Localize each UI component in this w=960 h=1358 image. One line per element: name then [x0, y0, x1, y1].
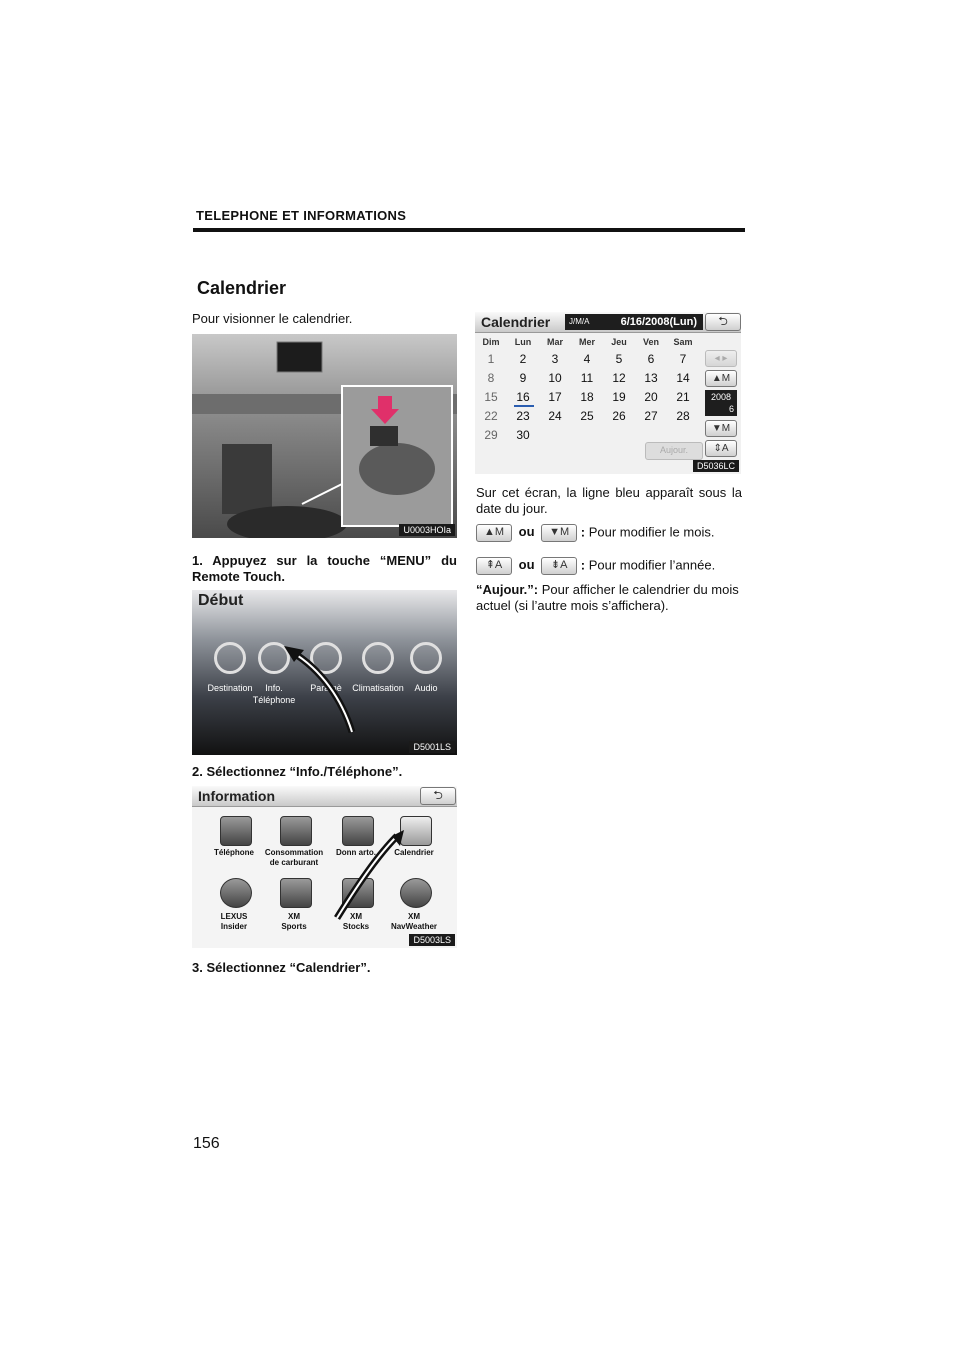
- legend-or: ou: [518, 524, 535, 540]
- calendar-day: 3: [551, 352, 559, 366]
- menu-title: Début: [198, 592, 244, 609]
- legend-year: [476, 557, 746, 575]
- arrow-icon: [192, 590, 457, 755]
- dashboard-illustration: [192, 334, 457, 538]
- today-button: Aujour.: [645, 442, 703, 460]
- step-number: 3.: [192, 960, 203, 975]
- calendar-day: 28: [676, 409, 690, 423]
- back-button[interactable]: ⮌: [420, 787, 456, 805]
- back-button[interactable]: ⮌: [705, 313, 741, 331]
- calendar-day: 17: [548, 390, 562, 404]
- month-value: 6: [728, 404, 734, 414]
- aujour-description: [476, 582, 742, 614]
- aujour-text: Pour afficher le calendrier du mois actuel (si l’autre mois s’affichera).: [476, 582, 739, 613]
- current-date: 6/16/2008(Lun): [620, 316, 697, 328]
- calendar-day: 8: [487, 371, 495, 385]
- legend-colon: :: [580, 524, 586, 540]
- date-format: J/M/A: [569, 317, 590, 326]
- legend-text: Pour modifier l’année.: [588, 557, 716, 573]
- year-down-button-sample: ⇟A: [541, 557, 577, 575]
- month-down-button[interactable]: ▼M: [705, 420, 737, 437]
- calendar-day: 4: [583, 352, 591, 366]
- calendar-day: 29: [484, 428, 498, 442]
- calendar-day: 1: [487, 352, 495, 366]
- weekday-header: Jeu: [611, 337, 627, 347]
- running-header: TELEPHONE ET INFORMATIONS: [196, 208, 407, 223]
- year-button[interactable]: ⇕A: [705, 440, 737, 457]
- disabled-nav-button: ◂ ▸: [705, 350, 737, 367]
- calendar-day: 21: [676, 390, 690, 404]
- figure-code: D5036LC: [693, 460, 739, 472]
- calendar-day: 13: [644, 371, 658, 385]
- header-rule: [193, 228, 745, 232]
- section-title: Calendrier: [197, 278, 287, 298]
- step-number: 1.: [192, 553, 203, 568]
- legend-or: ou: [518, 557, 535, 573]
- calendar-title: Calendrier: [481, 314, 551, 330]
- menu-item-info[interactable]: Info.: [265, 683, 283, 693]
- calendar-title-bar: [475, 312, 741, 333]
- calendar-day: 5: [615, 352, 623, 366]
- info-item-telephone[interactable]: Téléphone: [213, 848, 254, 857]
- step-2: [192, 764, 457, 780]
- figure-code: U0003HOIa: [399, 524, 455, 536]
- calendar-day: 30: [516, 428, 530, 442]
- legend-month: [476, 524, 746, 542]
- weekday-header: Ven: [642, 337, 659, 347]
- calendar-day: 14: [676, 371, 690, 385]
- menu-item-climate[interactable]: Climatisation: [352, 683, 404, 693]
- info-item-stocks[interactable]: XM Stocks: [342, 912, 370, 931]
- step-number: 2.: [192, 764, 203, 779]
- year-month-display: [705, 390, 737, 416]
- weekday-header: Sam: [673, 337, 693, 347]
- calendar-day: 19: [612, 390, 626, 404]
- aujour-label: “Aujour.”:: [476, 582, 539, 597]
- weekday-header: Lun: [514, 337, 532, 347]
- description-text: Sur cet écran, la ligne bleu apparaît sous la date du jour.: [476, 485, 742, 516]
- calendar-day: 12: [612, 371, 626, 385]
- calendar-day: 2: [519, 352, 527, 366]
- intro-text: Pour visionner le calendrier.: [192, 311, 353, 326]
- year-up-button-sample: ⇞A: [476, 557, 512, 575]
- info-item-calendar[interactable]: Calendrier: [394, 848, 434, 857]
- figure-code: D5001LS: [409, 741, 455, 753]
- calendar-day: 26: [612, 409, 626, 423]
- month-up-button-sample: ▲M: [476, 524, 512, 542]
- legend-text: Pour modifier le mois.: [588, 524, 715, 540]
- info-screen: [192, 786, 457, 948]
- month-down-button-sample: ▼M: [541, 524, 577, 542]
- step-3: [192, 960, 457, 976]
- calendar-screen: [475, 312, 741, 474]
- info-title: Information: [198, 788, 275, 804]
- step-1: [192, 553, 457, 585]
- info-item-fuel[interactable]: Consommation de carburant: [264, 848, 324, 867]
- menu-item-telephone[interactable]: Téléphone: [252, 695, 296, 705]
- step-text: Sélectionnez “Calendrier”.: [206, 960, 371, 975]
- menu-item-settings[interactable]: Paramè: [310, 683, 342, 693]
- calendar-day: 16: [516, 390, 530, 404]
- step-text: Appuyez sur la touche “MENU” du Remote Touch.: [192, 553, 457, 584]
- calendar-day: 18: [580, 390, 594, 404]
- calendar-day: 6: [647, 352, 655, 366]
- arrow-icon: [192, 786, 457, 948]
- page-number: 156: [193, 1135, 220, 1152]
- info-item-lexus[interactable]: LEXUS Insider: [220, 912, 248, 931]
- calendar-day: 24: [548, 409, 562, 423]
- calendar-date-display: [565, 314, 703, 330]
- calendar-day: 10: [548, 371, 562, 385]
- menu-item-destination[interactable]: Destination: [207, 683, 253, 693]
- dashboard-photo: [192, 334, 457, 538]
- info-item-navweather[interactable]: XM NavWeather: [390, 912, 438, 931]
- weekday-header: Mer: [578, 337, 595, 347]
- calendar-day: 7: [679, 352, 687, 366]
- calendar-day: 11: [580, 371, 594, 385]
- menu-screen: [192, 590, 457, 755]
- calendar-day: 15: [484, 390, 498, 404]
- weekday-header: Dim: [482, 337, 500, 347]
- info-item-map-data[interactable]: Donn arto.: [336, 848, 376, 857]
- weekday-header: Mar: [546, 337, 563, 347]
- calendar-day: 25: [580, 409, 594, 423]
- menu-item-audio[interactable]: Audio: [414, 683, 438, 693]
- step-text: Sélectionnez “Info./Téléphone”.: [206, 764, 403, 779]
- year-value: 2008: [710, 392, 732, 402]
- info-item-sports[interactable]: XM Sports: [281, 912, 307, 931]
- figure-code: D5003LS: [409, 934, 455, 946]
- calendar-day: 22: [484, 409, 498, 423]
- calendar-day: 23: [516, 409, 530, 423]
- month-up-button[interactable]: ▲M: [705, 370, 737, 387]
- legend-colon: :: [580, 557, 586, 573]
- calendar-day: 27: [644, 409, 658, 423]
- calendar-day: 9: [519, 371, 527, 385]
- calendar-day: 20: [644, 390, 658, 404]
- today-underline: [514, 405, 534, 407]
